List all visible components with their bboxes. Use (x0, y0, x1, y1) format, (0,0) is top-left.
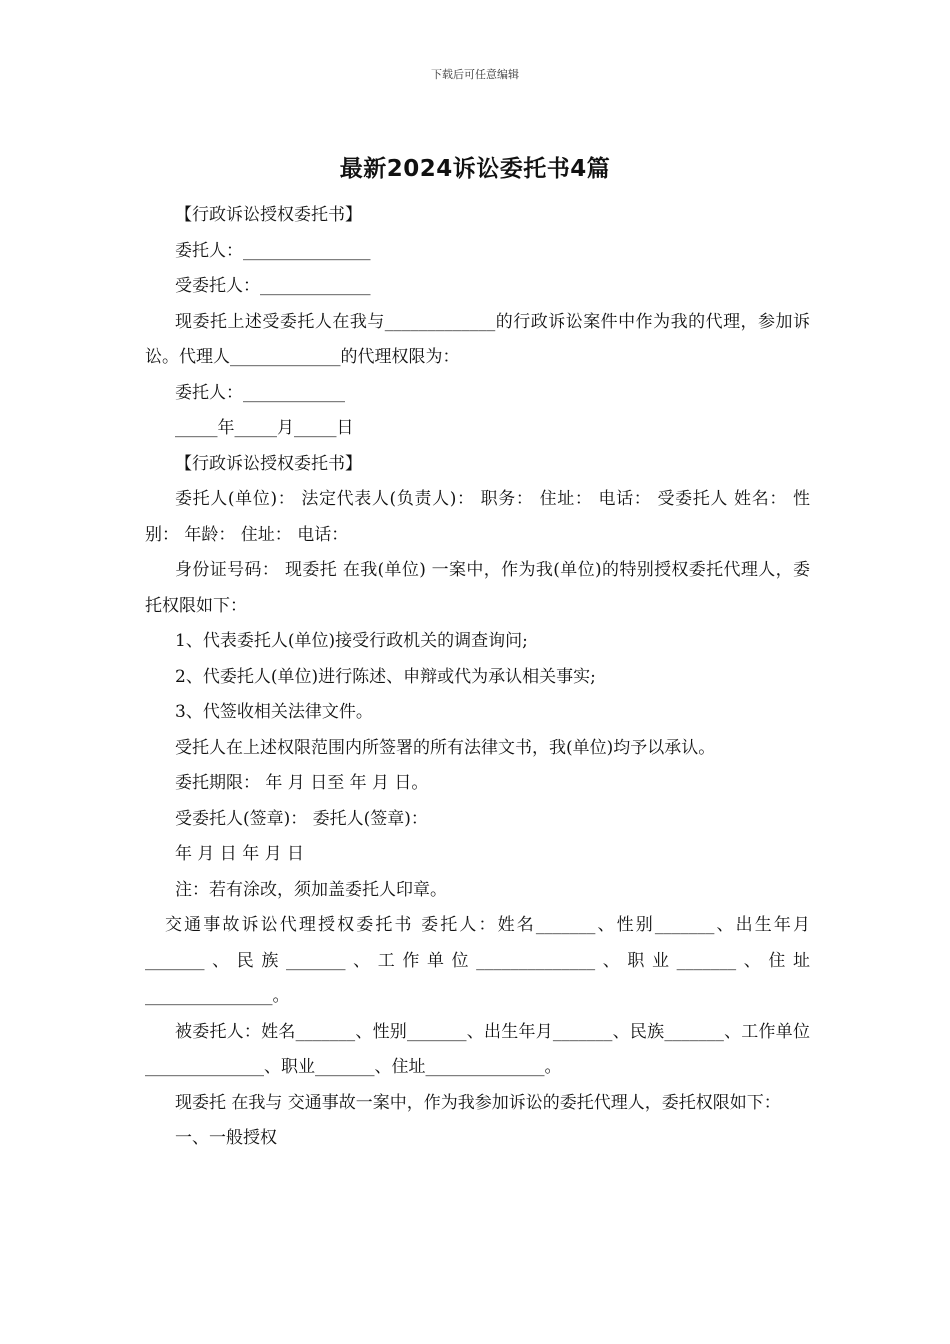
section-heading: 【行政诉讼授权委托书】 (175, 453, 362, 474)
section-heading: 【行政诉讼授权委托书】 (175, 205, 362, 225)
paragraph: 现委托上述受委托人在我与_____________的行政诉讼案件中作为我的代理，参加诉讼。代理人_____________的代理权限为： (145, 311, 810, 367)
list-item: 1、代表委托人(单位)接受行政机关的调查询问; (175, 631, 528, 651)
paragraph: 受委托人(签章)： 委托人(签章)： (175, 808, 428, 829)
paragraph: 委托人(单位)： 法定代表人(负责人)： 职务： 住址： 电话： 受委托人 姓名： 性别： 年龄： 住址： 电话： (145, 489, 810, 545)
paragraph: _____年_____月_____日 (175, 418, 354, 438)
document-title: 最新2024诉讼委托书4篇 (339, 156, 611, 182)
page-header-note: 下载后可任意编辑 (431, 68, 519, 81)
section-heading: 一、一般授权 (175, 1128, 277, 1148)
paragraph: 身份证号码： 现委托 在我(单位) 一案中，作为我(单位)的特别授权委托代理人，委托权限如下： (145, 560, 810, 616)
paragraph: 委托人：____________ (175, 382, 345, 403)
paragraph: 注：若有涂改，须加盖委托人印章。 (175, 879, 447, 900)
list-item: 3、代签收相关法律文件。 (175, 702, 373, 722)
paragraph: 受托人在上述权限范围内所签署的所有法律文书，我(单位)均予以承认。 (175, 737, 716, 758)
paragraph: 交通事故诉讼代理授权委托书 委托人：姓名_______、性别_______、出生年月_______、民族_______、工作单位______________、职业_______、住址_______________。 (145, 915, 810, 1006)
paragraph: 委托人：_______________ (175, 240, 371, 261)
paragraph: 年 月 日 年 月 日 (175, 844, 305, 864)
paragraph: 委托期限： 年 月 日至 年 月 日。 (175, 773, 429, 793)
list-item: 2、代委托人(单位)进行陈述、申辩或代为承认相关事实; (175, 666, 596, 687)
document-body (145, 198, 810, 1157)
paragraph: 被委托人：姓名_______、性别_______、出生年月_______、民族_______、工作单位______________、职业_______、住址______________。 (145, 1021, 810, 1077)
paragraph: 现委托 在我与 交通事故一案中，作为我参加诉讼的委托代理人，委托权限如下： (175, 1092, 781, 1113)
paragraph: 受委托人：_____________ (175, 276, 371, 296)
